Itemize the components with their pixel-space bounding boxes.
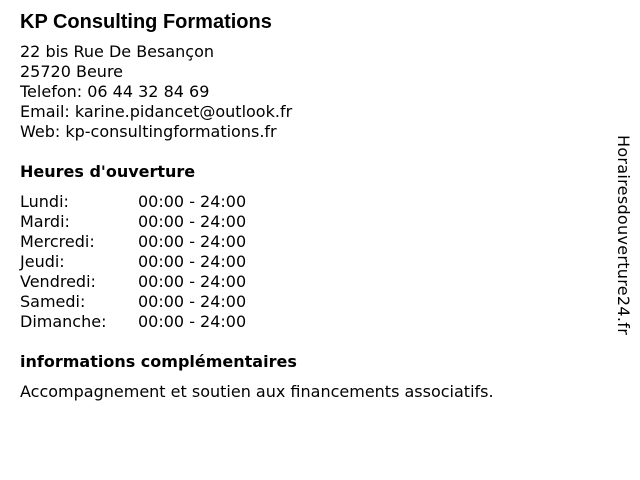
hours-time: 00:00 - 24:00	[138, 312, 247, 331]
hours-day: Mardi:	[20, 212, 70, 231]
hours-row-saturday	[20, 292, 600, 312]
hours-day: Dimanche:	[20, 312, 107, 331]
site-watermark: Horairesdouverture24.fr	[614, 135, 633, 336]
opening-hours-heading: Heures d'ouverture	[20, 162, 196, 181]
business-name: KP Consulting Formations	[20, 11, 272, 33]
hours-day: Jeudi:	[20, 252, 65, 271]
additional-info-text: Accompagnement et soutien aux financements associatifs.	[20, 382, 494, 401]
business-card	[20, 10, 600, 402]
hours-row-monday	[20, 192, 600, 212]
hours-day: Samedi:	[20, 292, 86, 311]
hours-time: 00:00 - 24:00	[138, 292, 247, 311]
hours-time: 00:00 - 24:00	[138, 252, 247, 271]
opening-hours-table	[20, 192, 600, 332]
postal-city: 25720 Beure	[20, 62, 124, 81]
hours-day: Mercredi:	[20, 232, 95, 251]
hours-time: 00:00 - 24:00	[138, 272, 247, 291]
hours-row-thursday	[20, 252, 600, 272]
hours-time: 00:00 - 24:00	[138, 192, 247, 211]
hours-time: 00:00 - 24:00	[138, 212, 247, 231]
street-address: 22 bis Rue De Besançon	[20, 42, 215, 61]
additional-info-heading: informations complémentaires	[20, 352, 297, 371]
hours-time: 00:00 - 24:00	[138, 232, 247, 251]
address-block	[20, 42, 600, 142]
hours-day: Lundi:	[20, 192, 69, 211]
hours-row-wednesday	[20, 232, 600, 252]
hours-row-tuesday	[20, 212, 600, 232]
hours-day: Vendredi:	[20, 272, 96, 291]
phone-line: Telefon: 06 44 32 84 69	[20, 82, 210, 101]
email-line: Email: karine.pidancet@outlook.fr	[20, 102, 293, 121]
hours-row-friday	[20, 272, 600, 292]
web-line: Web: kp-consultingformations.fr	[20, 122, 277, 141]
hours-row-sunday	[20, 312, 600, 332]
